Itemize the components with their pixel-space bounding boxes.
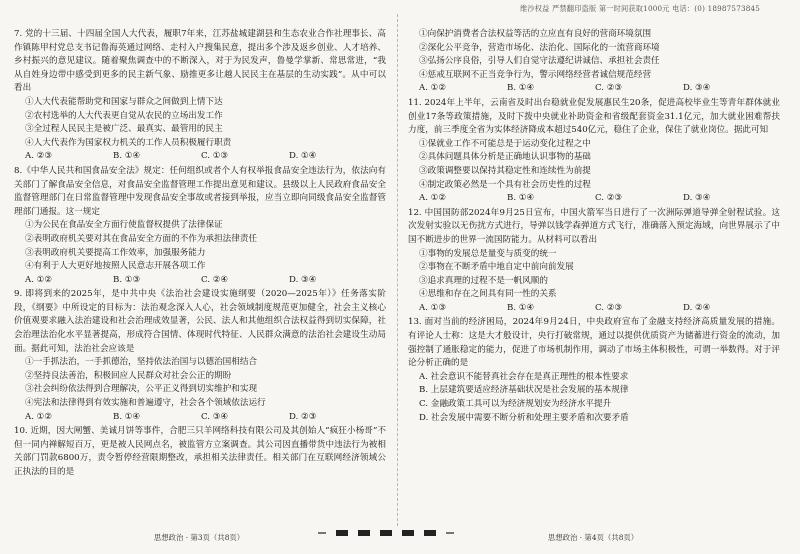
- question-10-option-3: ③弘扬公序良俗，引导人们自觉守法遵纪讲诚信、承担社会责任: [419, 56, 660, 67]
- question-11-option-1: ①保就业工作不可能总是于运动变化过程之中: [419, 138, 591, 149]
- choice-c: C. ②③: [595, 302, 623, 313]
- question-9-option-1: ①一手抓法治，一手抓德治，坚持依法治国与以德治国相结合: [25, 357, 258, 368]
- question-12-option-1: ①事物的发展总是量变与质变的统一: [419, 248, 557, 259]
- question-8-choices: [14, 274, 386, 288]
- question-7-stem: 7. 党的十三届、十四届全国人大代表，履职7年来，江苏盐城建湖县和生态农业合作社理事长、高作镇陈甲村党总支书记鲁海英通过网络、走村入户搜集民意，提出多个涉及返乡创业、人才培养、乡村振兴的意见建议。随着聚焦调查中的不断深入，对于为民发声，鲁曼学掌新、常思常进，“我从自姓身边带中感受到更多的民主新气象、励推更多让越人民民主在基层的生动实践”。从中可以看出: [14, 29, 386, 94]
- black-mark: [424, 530, 436, 536]
- question-13-option-a: A. 社会意识不能替真社会存在是真正理性的根本性要求: [419, 371, 629, 382]
- question-10-option-2: ②深化公平竞争，营造市场化、法治化、国际化的一流营商环境: [419, 42, 660, 53]
- question-9-option-3: ③社会纠纷依法得到合理解决，公平正义得到切实维护和实现: [25, 384, 258, 395]
- question-10-option-1: ①向保护消费者合法权益等活的立应直有良好的营商环境氛围: [419, 29, 652, 39]
- question-7-option-2: ②农村选举的人大代表更自觉从农民的立场出发工作: [25, 110, 223, 121]
- choice-b: B. ①④: [113, 151, 141, 162]
- choice-b: B. ①④: [507, 193, 535, 204]
- choice-d: D. ②④: [683, 302, 711, 313]
- dash-mark: [318, 532, 326, 534]
- question-11-option-4: ④制定政策必然是一个具有社会历史性的过程: [419, 179, 591, 190]
- question-10-stem: 10. 近期，因大闸蟹、美诚月饼等事件，合肥三只羊网络科技有限公司及其创始人“疯狂小杨哥”不但一同内禅解短百万，更是被人民网点名，被监管方立案调查。其公司因直播带货中违法行为被相关部门罚款6800万，责令暂停经营限期整改，承担相关法律责任。相关部门在互联网经济领域公正执法的目的是: [14, 426, 386, 477]
- choice-c: C. ①③: [201, 151, 229, 162]
- question-12-option-4: ④思维和存在之间具有同一性的关系: [419, 289, 557, 300]
- question-8-option-1: ①为公民在食品安全方面行使监督权提供了法律保证: [25, 220, 223, 231]
- question-9: [14, 288, 386, 424]
- black-mark: [358, 530, 370, 536]
- black-mark: [380, 530, 392, 536]
- choice-a: A. ①②: [25, 274, 53, 285]
- question-9-option-4: ④宪法和法律得到有效实施和普遍遵守，社会各个领域依法运行: [25, 398, 266, 409]
- question-13-stem: 13. 面对当前的经济困局，2024年9月24日，中央政府宣布了金融支持经济高质量发展的措施。有评论人士称：这是大才般设计，央行打破常规，通过以提供优质资产为储蓄进行资金的流动，加强控制了通胀稳定的能力，促进了市场机制作用，调动了市场主体积极性，可谓一举数得。对于评论分析正确的是: [408, 317, 780, 369]
- question-10-option-4: ④惩戒互联网不正当竞争行为，警示网络经营者诚信规范经营: [419, 69, 652, 80]
- question-7: [14, 28, 386, 164]
- question-7-option-3: ③全过程人民民主是被广泛、最真实、最管用的民主: [25, 124, 223, 135]
- question-10-choices: [408, 82, 780, 96]
- right-page-footer: 思想政治 · 第4页（共8页）: [547, 533, 639, 542]
- question-8-stem: 8.《中华人民共和国食品安全法》规定：任何组织或者个人有权举报食品安全违法行为，依法向有关部门了解食品安全信息，对食品安全监督管理工作提出意见和建议。县级以上人民政府食品安全监督管理部门在日常监督管理中发现食品安全事故或者接到举报，应当立即向同级食品安全监督管理部门通报。这一规定: [14, 165, 386, 217]
- question-11-choices: [408, 192, 780, 206]
- left-page-footer: 思想政治 · 第3页（共8页）: [153, 533, 245, 542]
- dash-mark: [446, 532, 454, 534]
- question-10-continued: [408, 28, 780, 96]
- question-8-option-3: ③表明政府机关要提高工作效率，加强服务能力: [25, 247, 206, 258]
- choice-d: D. ③④: [289, 274, 317, 285]
- choice-b: B. ①③: [113, 274, 141, 285]
- choice-d: D. ③④: [683, 193, 711, 204]
- question-8: [14, 165, 386, 287]
- question-12-choices: [408, 302, 780, 316]
- question-13-option-c: C. 金融政策工具可以为经济规划安为经济水平提升: [419, 399, 612, 410]
- question-12-option-2: ②事物在不断矛盾中地自定中前向前发展: [419, 262, 574, 273]
- question-12-option-3: ③追求真理的过程不是一帆风顺的: [419, 275, 548, 286]
- question-11-stem: 11. 2024年上半年，云南省及时出台稳就业促发展惠民生20条，促进高校毕业生等青年群体就业创业17条等政策措施，及时下拨中央就业补助资金和省级配套资金31.1亿元，加大就业困难帮扶力度，前三季度全省为实体经济降成本超过540亿元，稳住了企业，保住了就业岗位。据此可知: [408, 97, 780, 136]
- question-7-option-1: ①人大代表能帮助党和国家与群众之间做到上情下达: [25, 96, 223, 107]
- question-13: [408, 316, 780, 425]
- choice-c: C. ②④: [201, 274, 229, 285]
- question-7-option-4: ④人大代表作为国家权力机关的工作人员积极履行职责: [25, 137, 232, 148]
- question-11: [408, 97, 780, 206]
- choice-c: C. ②③: [595, 83, 623, 94]
- left-page-column: [14, 28, 386, 481]
- question-11-option-2: ②具体问题具体分析是正确地认识事物的基础: [419, 152, 591, 163]
- choice-a: A. ①②: [25, 411, 53, 422]
- question-7-choices: [14, 150, 386, 164]
- choice-b: B. ①④: [507, 83, 535, 94]
- question-13-option-d: D. 社会发展中需要不断分析和处理主要矛盾和次要矛盾: [419, 412, 629, 423]
- choice-d: D. ②③: [289, 411, 317, 422]
- choice-d: D. ③④: [683, 83, 711, 94]
- choice-b: B. ①④: [507, 302, 535, 313]
- choice-a: A. ①②: [419, 83, 447, 94]
- choice-b: B. ①④: [113, 411, 141, 422]
- choice-a: A. ②③: [25, 151, 53, 162]
- question-13-option-b: B. 上层建筑要适应经济基础状况是社会发展的基本规律: [419, 385, 629, 396]
- choice-d: D. ①④: [289, 151, 317, 162]
- question-10: [14, 425, 386, 479]
- right-page-column: [408, 28, 780, 426]
- registration-marks: [318, 528, 518, 538]
- page-divider: [397, 14, 398, 526]
- choice-a: A. ①③: [419, 302, 447, 313]
- black-mark: [402, 530, 414, 536]
- choice-c: C. ③④: [201, 411, 229, 422]
- top-header-strip: 维沙权益 严禁翻印盗版 第一时间获取1000元 电话：(0) 18987573845: [520, 4, 761, 13]
- question-8-option-2: ②表明政府机关要对其在食品安全方面的不作为承担法律责任: [25, 233, 258, 244]
- question-12: [408, 207, 780, 316]
- question-9-option-2: ②坚持良法善治，积极回应人民群众对社会公正的期盼: [25, 370, 232, 381]
- question-9-choices: [14, 411, 386, 425]
- question-8-option-4: ④有利于人大更好地按照人民意志开展各项工作: [25, 261, 206, 272]
- choice-c: C. ②③: [595, 193, 623, 204]
- choice-a: A. ①②: [419, 193, 447, 204]
- black-mark: [336, 530, 348, 536]
- question-12-stem: 12. 中国国防部2024年9月25日宣布，中国火箭军当日进行了一次洲际弹道导弹全射程试验。这次发射实验以无伤扰方式进行，导弹以钱学森弹道方式飞行，准确落入预定海域，向世界展示了中国不断进步的世界一流国防能力。从材料可以看出: [408, 207, 780, 245]
- question-11-option-3: ③政策调整要以保持其稳定性和连续性为前提: [419, 165, 591, 176]
- question-9-stem: 9. 即将到来的2025年，是中共中央《法治社会建设实施纲要（2020—2025年）》任务落实阶段，《纲要》中所设定的目标为：法治观念深入人心，社会领域制度规范更加健全，社会主义核心价值观要求融入法治建设和社会治理成效显著，公民、法人和其他组织合法权益得到切实保障，社会治理法治化水平显著提高，形成符合国情、体现时代特征、人民群众满意的法治社会建设生动局面。据此可知，法治社会应该是: [14, 289, 386, 354]
